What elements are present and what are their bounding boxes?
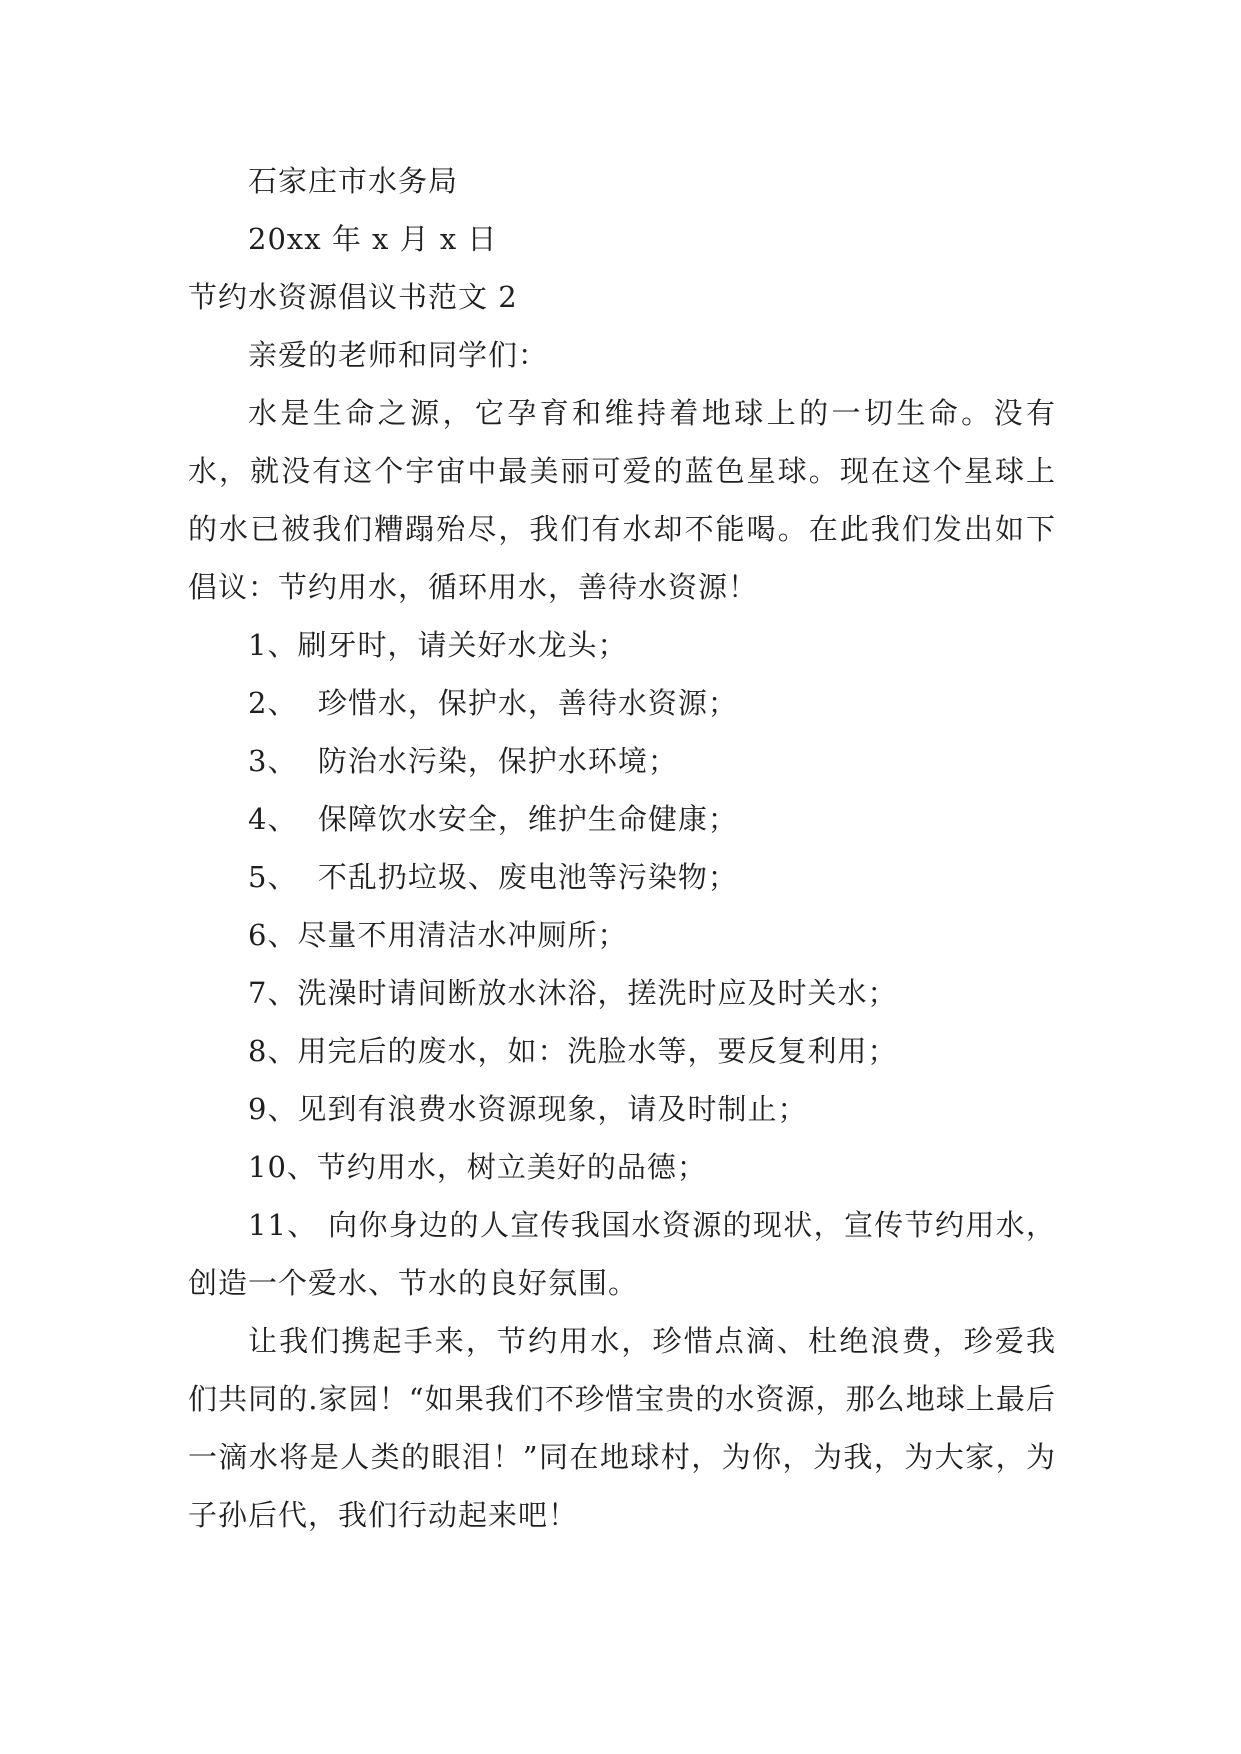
signature-date: 20xx 年 x 月 x 日	[248, 222, 498, 256]
list-item: 10、节约用水，树立美好的品德；	[248, 1150, 707, 1184]
intro-paragraph: 水是生命之源，它孕育和维持着地球上的一切生命。没有水，就没有这个宇宙中最美丽可爱的蓝色星球。现在这个星球上的水已被我们糟蹋殆尽，我们有水却不能喝。在此我们发出如下倡议：节约用水，循环用水，善待水资源！	[188, 396, 1056, 604]
list-item: 7、洗澡时请间断放水沐浴，搓洗时应及时关水；	[248, 976, 898, 1010]
list-item: 3、 防治水污染，保护水环境；	[248, 744, 678, 778]
greeting: 亲爱的老师和同学们：	[248, 338, 549, 372]
section-title: 节约水资源倡议书范文 2	[188, 280, 518, 314]
list-item: 5、 不乱扔垃圾、废电池等污染物；	[248, 860, 738, 894]
list-item: 8、用完后的废水，如：洗脸水等，要反复利用；	[248, 1034, 898, 1068]
list-item-11: 11、 向你身边的人宣传我国水资源的现状，宣传节约用水，创造一个爱水、节水的良好氛围。	[188, 1208, 1056, 1300]
closing-paragraph: 让我们携起手来，节约用水，珍惜点滴、杜绝浪费，珍爱我们共同的.家园！“如果我们不珍惜宝贵的水资源，那么地球上最后一滴水将是人类的眼泪！”同在地球村，为你，为我，为大家，为子孙后代，我们行动起来吧！	[188, 1324, 1056, 1532]
list-item: 9、见到有浪费水资源现象，请及时制止；	[248, 1092, 808, 1126]
list-item: 6、尽量不用清洁水冲厕所；	[248, 918, 628, 952]
list-item: 2、 珍惜水，保护水，善待水资源；	[248, 686, 738, 720]
list-item: 1、刷牙时，请关好水龙头；	[248, 628, 628, 662]
document-page	[188, 152, 1056, 1544]
list-item: 4、 保障饮水安全，维护生命健康；	[248, 802, 738, 836]
signature-org: 石家庄市水务局	[248, 164, 459, 198]
